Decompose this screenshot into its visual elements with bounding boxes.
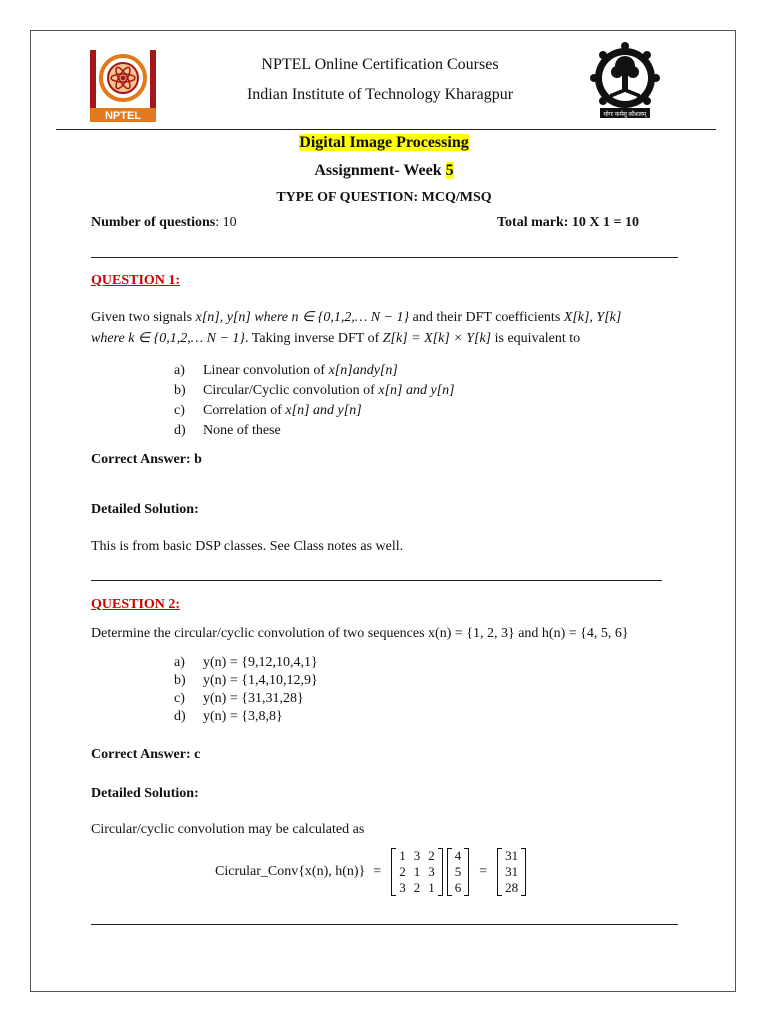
number-of-questions: Number of questions: 10 [91, 215, 237, 230]
bottom-divider [91, 924, 678, 925]
question-type: TYPE OF QUESTION: MCQ/MSQ [276, 190, 492, 205]
h-vector: 4 5 6 [447, 848, 470, 896]
iit-logo-motto: योगः कर्मसु कौशलम् [603, 112, 647, 118]
header-divider [56, 129, 716, 130]
question-1-answer: Correct Answer: b [91, 452, 202, 467]
option-a: a) y(n) = {9,12,10,4,1} [174, 655, 318, 670]
course-title: Digital Image Processing [299, 134, 469, 151]
iit-kharagpur-logo [590, 42, 660, 122]
question-2-text: Determine the circular/cyclic convolution of two sequences x(n) = {1, 2, 3} and h(n) = {4, 5, 6} [91, 626, 629, 641]
question-2-answer: Correct Answer: c [91, 747, 201, 762]
nptel-logo [88, 50, 158, 122]
week-number: 5 [445, 162, 454, 179]
question-1-options [174, 361, 455, 441]
equation-lhs: Cicrular_Conv{x(n), h(n)} [215, 864, 366, 879]
question-1-solution-text: This is from basic DSP classes. See Class notes as well. [91, 539, 404, 554]
option-d: d) None of these [174, 423, 281, 438]
question-1-solution-label: Detailed Solution: [91, 502, 199, 517]
option-d: d) y(n) = {3,8,8} [174, 709, 283, 724]
option-b: b) Circular/Cyclic convolution of x[n] and y[n] [174, 383, 455, 398]
option-c: c) y(n) = {31,31,28} [174, 691, 304, 706]
question-2-solution-label: Detailed Solution: [91, 786, 199, 801]
question-2-options [174, 654, 318, 726]
section-divider [91, 257, 678, 258]
header-org-line-2: Indian Institute of Technology Kharagpur [246, 86, 514, 103]
question-2-heading: QUESTION 2: [91, 597, 181, 612]
question-1-heading: QUESTION 1: [91, 273, 181, 288]
total-mark: Total mark: 10 X 1 = 10 [497, 215, 640, 230]
header-org-line-1: NPTEL Online Certification Courses [261, 56, 499, 73]
question-divider [91, 580, 662, 581]
option-b: b) y(n) = {1,4,10,12,9} [174, 673, 318, 688]
result-vector: 31 31 28 [497, 848, 526, 896]
option-c: c) Correlation of x[n] and y[n] [174, 403, 362, 418]
circulant-matrix: 1 2 3 3 1 2 2 3 1 [391, 848, 443, 896]
assignment-title: Assignment- Week 5 [314, 162, 454, 179]
convolution-equation: Cicrular_Conv{x(n), h(n)} = 1 2 3 3 1 2 2 3 1 4 5 6 = 31 31 28 [215, 848, 528, 896]
question-2-solution-text: Circular/cyclic convolution may be calculated as [91, 822, 365, 837]
option-a: a) Linear convolution of x[n]andy[n] [174, 363, 398, 378]
question-1-text: Given two signals x[n], y[n] where n ∈ {0,1,2,… N − 1} and their DFT coefficients X[k], Y[k] where k ∈ {0,1,2,… N − 1}. Taking inverse DFT of Z[k] = X[k] × Y[k] is equivalent to [91, 310, 622, 346]
nptel-logo-text: NPTEL [104, 110, 142, 122]
